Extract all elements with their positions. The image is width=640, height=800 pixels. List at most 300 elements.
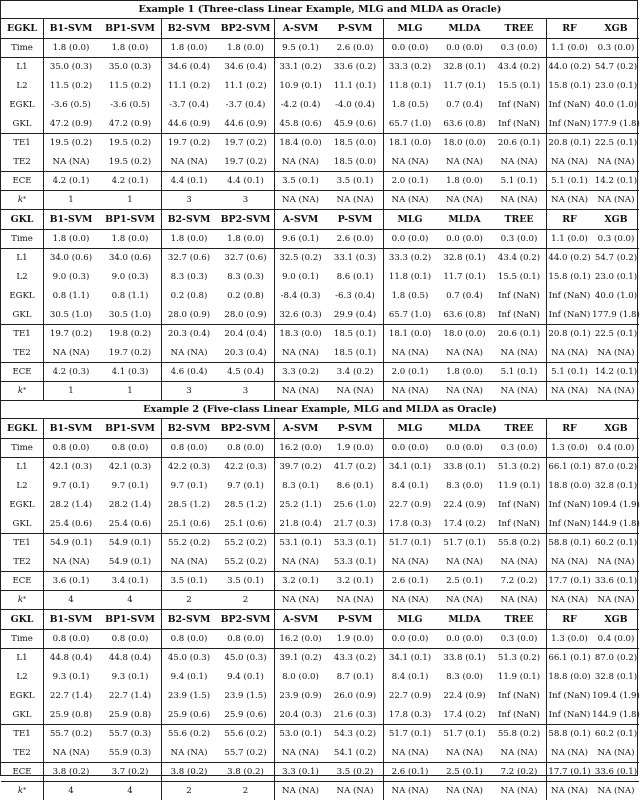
column-header: A-SVM — [282, 22, 319, 34]
table-cell: 30.5 (1.0) — [108, 309, 152, 320]
table-cell: NA (NA) — [336, 194, 374, 205]
table-cell: 22.4 (0.9) — [443, 690, 486, 701]
table-cell: 1.9 (0.0) — [336, 442, 374, 453]
table-cell: 18.1 (0.0) — [388, 328, 432, 339]
table-cell: 40.0 (1.0) — [594, 290, 638, 301]
table-cell: 109.4 (1.9) — [592, 690, 640, 701]
table-cell: NA (NA) — [500, 785, 538, 796]
column-header: BP2-SVM — [220, 22, 271, 34]
table-cell: 20.6 (0.1) — [497, 328, 541, 339]
table-cell: -3.6 (0.5) — [51, 99, 91, 110]
table-cell: 0.8 (1.1) — [111, 290, 149, 301]
table-cell: 43.4 (0.2) — [497, 61, 541, 72]
table-cell: 32.6 (0.3) — [279, 309, 322, 320]
table-cell: NA (NA) — [391, 347, 429, 358]
table-cell: NA (NA) — [551, 785, 588, 796]
table-cell: 9.6 (0.1) — [282, 233, 319, 244]
table-cell: NA (NA) — [551, 594, 588, 605]
table-cell: 18.5 (0.0) — [333, 156, 377, 167]
table-cell: 2.5 (0.1) — [446, 766, 483, 777]
table-cell: 23.9 (0.9) — [279, 690, 322, 701]
column-header: A-SVM — [282, 213, 319, 225]
table-cell: 20.4 (0.3) — [279, 709, 322, 720]
table-cell: NA (NA) — [170, 347, 208, 358]
table-cell: NA (NA) — [282, 556, 319, 567]
table-row — [1, 38, 639, 57]
table-cell: 1.8 (0.5) — [391, 99, 429, 110]
table-cell: 11.1 (0.2) — [224, 80, 267, 91]
table-cell: 34.1 (0.1) — [388, 652, 432, 663]
table-cell: 9.0 (0.3) — [111, 271, 149, 282]
column-header: MLDA — [448, 422, 481, 434]
table-cell: 34.0 (0.6) — [49, 252, 93, 263]
table-cell: NA (NA) — [597, 785, 635, 796]
table-cell: NA (NA) — [170, 156, 208, 167]
row-label: Time — [11, 442, 33, 453]
table-cell: 4.2 (0.1) — [111, 175, 149, 186]
table-cell: 0.7 (0.4) — [446, 290, 483, 301]
table-cell: 1.8 (0.0) — [111, 233, 149, 244]
column-header: MLDA — [448, 22, 481, 34]
table-cell: 1 — [127, 194, 133, 205]
table-cell: 8.0 (0.0) — [282, 671, 319, 682]
table-cell: 17.7 (0.1) — [548, 575, 591, 586]
table-cell: 20.8 (0.1) — [548, 328, 591, 339]
table-cell: 44.0 (0.2) — [548, 252, 591, 263]
column-header: B2-SVM — [167, 213, 211, 225]
table-cell: 42.2 (0.3) — [167, 461, 211, 472]
column-header: BP2-SVM — [220, 422, 271, 434]
table-row — [1, 514, 639, 533]
table-cell: NA (NA) — [391, 747, 429, 758]
table-cell: 22.7 (0.9) — [388, 690, 432, 701]
table-cell: 1.8 (0.0) — [111, 42, 149, 53]
table-cell: 55.9 (0.3) — [108, 747, 152, 758]
row-label: ECE — [12, 366, 32, 377]
table-cell: NA (NA) — [336, 385, 374, 396]
column-header: MLDA — [448, 613, 481, 625]
table-row — [1, 762, 639, 781]
table-cell: 0.8 (0.0) — [111, 633, 149, 644]
table-cell: 1 — [127, 385, 133, 396]
column-header: TREE — [504, 22, 534, 34]
table-cell: 39.7 (0.2) — [279, 461, 322, 472]
row-label: L1 — [16, 61, 28, 72]
results-table — [1, 0, 639, 800]
table-cell: 1.1 (0.0) — [551, 233, 588, 244]
table-cell: 33.6 (0.2) — [333, 61, 377, 72]
table-row — [1, 571, 639, 590]
table-cell: 0.8 (0.0) — [227, 442, 264, 453]
column-header: B2-SVM — [167, 22, 211, 34]
table-cell: 54.9 (0.1) — [108, 556, 152, 567]
table-cell: NA (NA) — [597, 594, 635, 605]
row-label: k * — [17, 194, 27, 205]
table-cell: Inf (NaN) — [548, 118, 591, 129]
table-cell: NA (NA) — [446, 785, 483, 796]
table-cell: NA (NA) — [446, 385, 483, 396]
table-row — [1, 362, 639, 381]
table-cell: 144.9 (1.8) — [592, 518, 640, 529]
table-cell: NA (NA) — [391, 385, 429, 396]
table-cell: 4.5 (0.4) — [227, 366, 264, 377]
table-cell: 0.8 (0.0) — [170, 442, 208, 453]
table-cell: 28.2 (1.4) — [49, 499, 93, 510]
block-header-row — [1, 18, 639, 38]
table-cell: NA (NA) — [282, 785, 319, 796]
table-row — [1, 590, 639, 609]
row-label: L1 — [16, 252, 28, 263]
table-cell: 29.9 (0.4) — [333, 309, 377, 320]
table-cell: 5.1 (0.1) — [551, 175, 588, 186]
table-cell: 25.9 (0.6) — [167, 709, 211, 720]
table-cell: 8.3 (0.3) — [170, 271, 208, 282]
table-cell: 18.0 (0.0) — [443, 137, 486, 148]
block-header-row — [1, 609, 639, 629]
block-metric-header: GKL — [10, 213, 34, 225]
table-cell: 0.3 (0.0) — [500, 233, 538, 244]
row-label: ECE — [12, 766, 32, 777]
table-cell: 1.8 (0.5) — [391, 290, 429, 301]
row-label: L2 — [16, 271, 28, 282]
table-cell: 2 — [186, 785, 192, 796]
table-cell: 43.4 (0.2) — [497, 252, 541, 263]
column-header: TREE — [504, 613, 534, 625]
table-cell: 22.5 (0.1) — [594, 328, 638, 339]
row-label: GKL — [12, 709, 32, 720]
table-cell: 11.8 (0.1) — [388, 80, 432, 91]
table-cell: 20.3 (0.4) — [224, 347, 267, 358]
table-cell: NA (NA) — [446, 556, 483, 567]
table-cell: NA (NA) — [597, 747, 635, 758]
row-label: L1 — [16, 461, 28, 472]
table-row — [1, 476, 639, 495]
table-cell: 33.3 (0.2) — [388, 61, 432, 72]
table-cell: 44.0 (0.2) — [548, 61, 591, 72]
column-header: RF — [562, 213, 577, 225]
table-cell: 42.1 (0.3) — [49, 461, 93, 472]
table-cell: NA (NA) — [597, 156, 635, 167]
table-cell: NA (NA) — [282, 194, 319, 205]
table-cell: 30.5 (1.0) — [49, 309, 93, 320]
row-label: L1 — [16, 652, 28, 663]
table-cell: 58.8 (0.1) — [548, 537, 591, 548]
column-header: XGB — [604, 422, 628, 434]
table-cell: 7.2 (0.2) — [500, 575, 538, 586]
column-header: TREE — [504, 422, 534, 434]
table-cell: 44.8 (0.4) — [49, 652, 93, 663]
table-cell: 45.0 (0.3) — [224, 652, 267, 663]
table-cell: 39.1 (0.2) — [279, 652, 322, 663]
table-cell: 3 — [186, 194, 192, 205]
table-cell: NA (NA) — [446, 747, 483, 758]
table-cell: 0.3 (0.0) — [500, 442, 538, 453]
column-header: MLG — [397, 213, 423, 225]
table-cell: 0.0 (0.0) — [446, 233, 483, 244]
row-label: ECE — [12, 575, 32, 586]
table-cell: NA (NA) — [391, 156, 429, 167]
row-label: TE2 — [13, 156, 31, 167]
table-cell: 51.7 (0.1) — [388, 728, 432, 739]
table-cell: 3.4 (0.2) — [336, 366, 374, 377]
table-cell: NA (NA) — [500, 347, 538, 358]
table-cell: 9.4 (0.1) — [170, 671, 208, 682]
table-cell: 35.0 (0.3) — [49, 61, 93, 72]
row-label: EGKL — [9, 99, 35, 110]
table-cell: 3.5 (0.1) — [227, 575, 264, 586]
table-cell: NA (NA) — [282, 594, 319, 605]
table-cell: 55.7 (0.3) — [108, 728, 152, 739]
column-header: TREE — [504, 213, 534, 225]
table-cell: 0.3 (0.0) — [597, 42, 635, 53]
row-label: Time — [11, 233, 33, 244]
column-header: RF — [562, 22, 577, 34]
row-label: L2 — [16, 671, 28, 682]
table-cell: 0.8 (1.1) — [52, 290, 90, 301]
table-row — [1, 324, 639, 343]
table-cell: 19.5 (0.2) — [108, 156, 152, 167]
table-cell: 0.7 (0.4) — [446, 99, 483, 110]
table-cell: 33.6 (0.1) — [594, 766, 638, 777]
table-cell: 19.7 (0.2) — [167, 137, 211, 148]
table-cell: 7.2 (0.2) — [500, 766, 538, 777]
table-cell: 34.6 (0.4) — [167, 61, 211, 72]
table-cell: NA (NA) — [391, 594, 429, 605]
row-label: EGKL — [9, 290, 35, 301]
row-label: GKL — [12, 309, 32, 320]
table-cell: 3.5 (0.1) — [282, 175, 319, 186]
table-cell: NA (NA) — [336, 594, 374, 605]
column-header: RF — [562, 613, 577, 625]
table-cell: NA (NA) — [170, 747, 208, 758]
table-cell: 26.0 (0.9) — [333, 690, 377, 701]
column-header: XGB — [604, 613, 628, 625]
table-cell: 23.9 (1.5) — [224, 690, 267, 701]
table-cell: 19.8 (0.2) — [108, 328, 152, 339]
table-cell: 20.3 (0.4) — [167, 328, 211, 339]
table-row — [1, 190, 639, 209]
table-cell: 18.8 (0.0) — [548, 480, 591, 491]
table-cell: 18.4 (0.0) — [279, 137, 322, 148]
table-cell: 63.6 (0.8) — [443, 118, 486, 129]
table-cell: 54.3 (0.2) — [333, 728, 377, 739]
table-cell: 33.8 (0.1) — [443, 652, 486, 663]
table-cell: 53.3 (0.1) — [333, 537, 377, 548]
table-cell: 33.1 (0.3) — [333, 252, 377, 263]
table-cell: 2.6 (0.1) — [391, 766, 429, 777]
table-cell: 42.2 (0.3) — [224, 461, 267, 472]
table-row — [1, 381, 639, 400]
table-cell: 0.3 (0.0) — [500, 633, 538, 644]
table-cell: 44.8 (0.4) — [108, 652, 152, 663]
table-cell: NA (NA) — [500, 556, 538, 567]
row-label: TE1 — [13, 537, 31, 548]
table-cell: 9.3 (0.1) — [52, 671, 90, 682]
table-cell: 45.0 (0.3) — [167, 652, 211, 663]
table-cell: 25.1 (0.6) — [167, 518, 211, 529]
table-cell: 14.2 (0.1) — [594, 175, 638, 186]
table-cell: 0.4 (0.0) — [597, 633, 635, 644]
table-cell: 4.6 (0.4) — [170, 366, 208, 377]
table-row — [1, 305, 639, 324]
block-header-row — [1, 209, 639, 229]
table-cell: 2.6 (0.0) — [336, 42, 374, 53]
column-header: B1-SVM — [49, 613, 93, 625]
table-cell: 43.3 (0.2) — [333, 652, 377, 663]
table-cell: 10.9 (0.1) — [279, 80, 322, 91]
column-header: B2-SVM — [167, 422, 211, 434]
table-cell: 0.3 (0.0) — [500, 42, 538, 53]
table-cell: 18.3 (0.0) — [279, 328, 322, 339]
column-header: BP1-SVM — [105, 613, 155, 625]
table-cell: 11.9 (0.1) — [497, 671, 541, 682]
table-cell: 34.1 (0.1) — [388, 461, 432, 472]
table-cell: 3.3 (0.1) — [282, 766, 319, 777]
table-cell: 15.8 (0.1) — [548, 271, 591, 282]
row-label: TE1 — [13, 137, 31, 148]
table-cell: 0.0 (0.0) — [446, 442, 483, 453]
table-cell: 21.7 (0.3) — [333, 518, 377, 529]
table-cell: 58.8 (0.1) — [548, 728, 591, 739]
table-cell: 25.1 (0.6) — [224, 518, 267, 529]
table-cell: 28.2 (1.4) — [108, 499, 152, 510]
table-cell: 40.0 (1.0) — [594, 99, 638, 110]
table-cell: 9.7 (0.1) — [111, 480, 149, 491]
column-header: BP1-SVM — [105, 213, 155, 225]
column-header: P-SVM — [337, 213, 373, 225]
table-cell: 21.6 (0.3) — [333, 709, 377, 720]
table-cell: 144.9 (1.8) — [592, 709, 640, 720]
row-label: Time — [11, 42, 33, 53]
table-cell: 11.5 (0.2) — [49, 80, 93, 91]
table-cell: Inf (NaN) — [498, 709, 540, 720]
table-row — [1, 267, 639, 286]
table-cell: 32.7 (0.6) — [167, 252, 211, 263]
table-cell: 1.8 (0.0) — [52, 233, 90, 244]
table-cell: 0.0 (0.0) — [391, 442, 429, 453]
table-cell: 0.3 (0.0) — [597, 233, 635, 244]
table-row — [1, 57, 639, 76]
table-cell: Inf (NaN) — [548, 499, 591, 510]
table-cell: 3.8 (0.2) — [52, 766, 90, 777]
table-cell: 9.3 (0.1) — [111, 671, 149, 682]
table-cell: NA (NA) — [282, 747, 319, 758]
table-cell: 18.5 (0.1) — [333, 347, 377, 358]
table-cell: NA (NA) — [52, 556, 90, 567]
table-cell: 8.3 (0.1) — [282, 480, 319, 491]
table-cell: NA (NA) — [391, 785, 429, 796]
table-cell: 5.1 (0.1) — [500, 366, 538, 377]
table-cell: 32.8 (0.1) — [443, 61, 486, 72]
table-cell: 1.3 (0.0) — [551, 442, 588, 453]
table-cell: 51.3 (0.2) — [497, 461, 541, 472]
table-cell: 25.4 (0.6) — [108, 518, 152, 529]
table-cell: -8.4 (0.3) — [280, 290, 321, 301]
table-cell: 66.1 (0.1) — [548, 461, 591, 472]
table-cell: -3.7 (0.4) — [225, 99, 266, 110]
table-cell: 2.5 (0.1) — [446, 575, 483, 586]
table-cell: Inf (NaN) — [548, 99, 591, 110]
table-cell: 2.0 (0.1) — [391, 175, 429, 186]
table-cell: NA (NA) — [446, 194, 483, 205]
table-cell: 3.4 (0.1) — [111, 575, 149, 586]
table-cell: 0.4 (0.0) — [597, 442, 635, 453]
table-cell: 54.9 (0.1) — [108, 537, 152, 548]
table-cell: 55.6 (0.2) — [167, 728, 211, 739]
table-cell: 8.6 (0.1) — [336, 480, 374, 491]
table-cell: NA (NA) — [282, 156, 319, 167]
table-cell: 66.1 (0.1) — [548, 652, 591, 663]
table-cell: 60.2 (0.1) — [594, 728, 638, 739]
table-cell: 19.7 (0.2) — [224, 156, 267, 167]
table-cell: Inf (NaN) — [548, 690, 591, 701]
table-cell: 34.6 (0.4) — [224, 61, 267, 72]
table-row — [1, 743, 639, 762]
table-cell: Inf (NaN) — [498, 690, 540, 701]
row-label: ECE — [12, 175, 32, 186]
table-cell: NA (NA) — [391, 556, 429, 567]
table-cell: 28.5 (1.2) — [167, 499, 211, 510]
table-cell: 0.8 (0.0) — [111, 442, 149, 453]
table-cell: 0.8 (0.0) — [52, 442, 90, 453]
table-cell: 35.0 (0.3) — [108, 61, 152, 72]
row-label: EGKL — [9, 499, 35, 510]
table-cell: 3.7 (0.2) — [111, 766, 149, 777]
table-cell: 11.8 (0.1) — [388, 271, 432, 282]
table-cell: 54.9 (0.1) — [49, 537, 93, 548]
table-row — [1, 686, 639, 705]
table-cell: NA (NA) — [446, 594, 483, 605]
table-cell: 11.7 (0.1) — [443, 80, 486, 91]
table-cell: Inf (NaN) — [498, 99, 540, 110]
column-header: XGB — [604, 213, 628, 225]
table-cell: 25.2 (1.1) — [279, 499, 322, 510]
table-cell: NA (NA) — [551, 194, 588, 205]
column-header: B1-SVM — [49, 213, 93, 225]
example-title: Example 1 (Three-class Linear Example, MLG and MLDA as Oracle) — [138, 3, 502, 15]
table-row — [1, 229, 639, 248]
table-cell: 16.2 (0.0) — [279, 442, 322, 453]
table-cell: 9.4 (0.1) — [227, 671, 264, 682]
table-cell: 41.7 (0.2) — [333, 461, 377, 472]
table-cell: 33.3 (0.2) — [388, 252, 432, 263]
table-cell: 11.7 (0.1) — [443, 271, 486, 282]
table-cell: 2.6 (0.0) — [336, 233, 374, 244]
table-row — [1, 343, 639, 362]
table-cell: 55.8 (0.2) — [497, 728, 541, 739]
column-header: BP1-SVM — [105, 22, 155, 34]
table-cell: 19.5 (0.2) — [108, 137, 152, 148]
table-cell: NA (NA) — [500, 747, 538, 758]
column-header: BP1-SVM — [105, 422, 155, 434]
table-cell: 3.8 (0.2) — [170, 766, 208, 777]
table-cell: NA (NA) — [597, 194, 635, 205]
table-cell: 55.7 (0.2) — [49, 728, 93, 739]
table-cell: 1.8 (0.0) — [170, 42, 208, 53]
table-cell: 45.9 (0.6) — [333, 118, 377, 129]
table-cell: 2 — [186, 594, 192, 605]
table-cell: 9.0 (0.3) — [52, 271, 90, 282]
table-row — [1, 76, 639, 95]
table-cell: 17.7 (0.1) — [548, 766, 591, 777]
table-cell: 9.0 (0.1) — [282, 271, 319, 282]
table-cell: 20.4 (0.4) — [224, 328, 267, 339]
table-cell: 9.7 (0.1) — [170, 480, 208, 491]
table-cell: 177.9 (1.8) — [592, 309, 640, 320]
table-cell: 87.0 (0.2) — [594, 461, 638, 472]
table-cell: 18.0 (0.0) — [443, 328, 486, 339]
table-cell: 2.0 (0.1) — [391, 366, 429, 377]
